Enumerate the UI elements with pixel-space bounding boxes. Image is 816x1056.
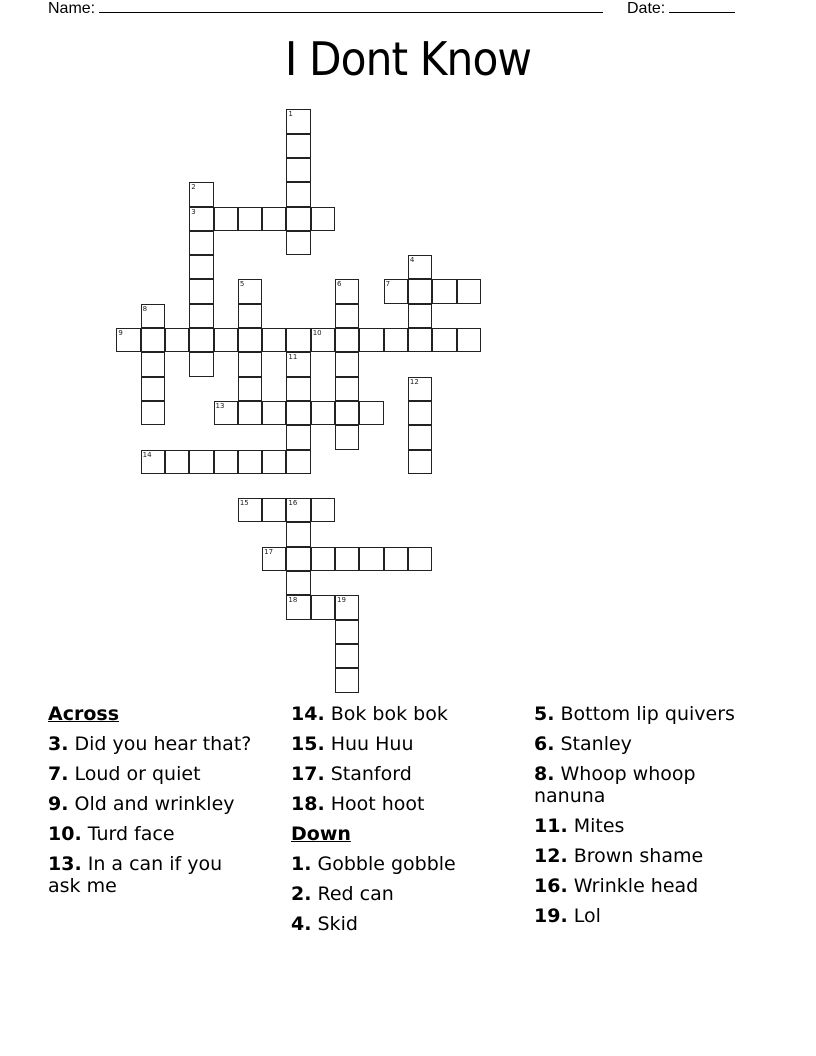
grid-cell[interactable] bbox=[189, 255, 213, 279]
grid-cell[interactable] bbox=[286, 158, 310, 182]
grid-cell[interactable] bbox=[359, 547, 383, 571]
clue-number: 14 bbox=[142, 450, 152, 459]
grid-cell[interactable] bbox=[262, 547, 286, 571]
grid-cell[interactable] bbox=[189, 304, 213, 328]
clue-number: 4 bbox=[409, 256, 415, 265]
grid-cell[interactable] bbox=[214, 401, 238, 425]
grid-cell[interactable] bbox=[214, 328, 238, 352]
grid-cell[interactable] bbox=[311, 498, 335, 522]
grid-cell[interactable] bbox=[286, 522, 310, 546]
clue-number: 6 bbox=[337, 280, 342, 289]
grid-cell[interactable] bbox=[432, 328, 456, 352]
grid-cell[interactable] bbox=[286, 352, 310, 376]
grid-cell[interactable] bbox=[335, 279, 359, 303]
grid-cell[interactable] bbox=[238, 207, 262, 231]
grid-cell[interactable] bbox=[408, 547, 432, 571]
grid-cell[interactable] bbox=[286, 571, 310, 595]
grid-cell[interactable] bbox=[335, 644, 359, 668]
grid-cell[interactable] bbox=[262, 328, 286, 352]
clue-number: 19 bbox=[337, 596, 346, 605]
clue-down-2: 2. Red can bbox=[291, 883, 394, 905]
grid-cell[interactable] bbox=[286, 450, 310, 474]
clue-number: 7 bbox=[385, 280, 391, 289]
grid-cell[interactable] bbox=[359, 328, 383, 352]
grid-cell[interactable] bbox=[238, 377, 262, 401]
grid-cell[interactable] bbox=[286, 595, 310, 619]
grid-cell[interactable] bbox=[214, 207, 238, 231]
across-heading: Across bbox=[48, 703, 120, 725]
clue-across-17: 17. Stanford bbox=[291, 763, 412, 785]
grid-cell[interactable] bbox=[384, 328, 408, 352]
clue-number: 8 bbox=[142, 304, 148, 313]
grid-cell[interactable] bbox=[238, 401, 262, 425]
clue-number: 18 bbox=[288, 596, 298, 605]
clue-across-14: 14. Bok bok bok bbox=[291, 703, 448, 725]
clue-down-6: 6. Stanley bbox=[534, 733, 632, 755]
grid-cell[interactable] bbox=[384, 279, 408, 303]
grid-cell[interactable] bbox=[189, 207, 213, 231]
grid-cell[interactable] bbox=[408, 401, 432, 425]
clue-across-15: 15. Huu Huu bbox=[291, 733, 414, 755]
grid-cell[interactable] bbox=[335, 328, 359, 352]
grid-cell[interactable] bbox=[165, 328, 189, 352]
grid-cell[interactable] bbox=[189, 182, 213, 206]
grid-cell[interactable] bbox=[286, 498, 310, 522]
grid-cell[interactable] bbox=[286, 328, 310, 352]
grid-cell[interactable] bbox=[189, 231, 213, 255]
clue-across-10: 10. Turd face bbox=[48, 823, 175, 845]
grid-cell[interactable] bbox=[335, 401, 359, 425]
grid-cell[interactable] bbox=[408, 450, 432, 474]
clue-down-1: 1. Gobble gobble bbox=[291, 853, 456, 875]
grid-cell[interactable] bbox=[286, 425, 310, 449]
grid-cell[interactable] bbox=[286, 377, 310, 401]
grid-cell[interactable] bbox=[141, 401, 165, 425]
clue-number: 13 bbox=[215, 401, 225, 410]
clue-number: 9 bbox=[118, 329, 123, 337]
grid-cell[interactable] bbox=[141, 304, 165, 328]
grid-cell[interactable] bbox=[189, 328, 213, 352]
grid-cell[interactable] bbox=[116, 328, 140, 352]
clues-column-2 bbox=[291, 703, 521, 943]
clue-number: 3 bbox=[191, 207, 196, 216]
clue-number: 15 bbox=[239, 499, 249, 508]
clues-column-3 bbox=[534, 703, 744, 935]
clue-down-4: 4. Skid bbox=[291, 913, 358, 935]
grid-cell[interactable] bbox=[165, 450, 189, 474]
grid-cell[interactable] bbox=[262, 498, 286, 522]
grid-cell[interactable] bbox=[214, 450, 238, 474]
clue-down-12: 12. Brown shame bbox=[534, 845, 704, 867]
grid-cell[interactable] bbox=[189, 279, 213, 303]
puzzle-title: I Dont Know bbox=[284, 32, 532, 86]
clue-across-3: 3. Did you hear that? bbox=[48, 733, 252, 755]
grid-cell[interactable] bbox=[238, 328, 262, 352]
grid-cell[interactable] bbox=[311, 547, 335, 571]
grid-cell[interactable] bbox=[311, 401, 335, 425]
grid-cell[interactable] bbox=[286, 134, 310, 158]
grid-cell[interactable] bbox=[141, 328, 165, 352]
grid-cell[interactable] bbox=[335, 352, 359, 376]
name-label: Name: bbox=[48, 0, 96, 17]
grid-cell[interactable] bbox=[359, 401, 383, 425]
grid-cell[interactable] bbox=[262, 450, 286, 474]
clue-number: 1 bbox=[288, 110, 293, 119]
grid-cell[interactable] bbox=[432, 279, 456, 303]
grid-cell[interactable] bbox=[335, 547, 359, 571]
date-label: Date: bbox=[627, 0, 666, 17]
grid-cell[interactable] bbox=[311, 328, 335, 352]
grid-cell[interactable] bbox=[238, 498, 262, 522]
grid-cell[interactable] bbox=[141, 352, 165, 376]
grid-cell[interactable] bbox=[408, 425, 432, 449]
grid-cell[interactable] bbox=[238, 279, 262, 303]
clue-number: 2 bbox=[191, 183, 196, 192]
grid-cell[interactable] bbox=[335, 377, 359, 401]
grid-cell[interactable] bbox=[335, 304, 359, 328]
clues-column-1 bbox=[48, 703, 253, 905]
clue-down-16: 16. Wrinkle head bbox=[534, 875, 699, 897]
clue-across-18: 18. Hoot hoot bbox=[291, 793, 425, 815]
grid-cell[interactable] bbox=[311, 595, 335, 619]
clue-down-11: 11. Mites bbox=[534, 815, 625, 837]
grid-cell[interactable] bbox=[311, 207, 335, 231]
clue-number: 17 bbox=[264, 547, 274, 556]
clue-down-8: 8. Whoop whoop nanuna bbox=[534, 763, 696, 807]
clue-across-7: 7. Loud or quiet bbox=[48, 763, 201, 785]
grid-cell[interactable] bbox=[335, 668, 359, 692]
clue-down-19: 19. Lol bbox=[534, 905, 601, 927]
clue-down-5: 5. Bottom lip quivers bbox=[534, 703, 735, 725]
grid-cell[interactable] bbox=[408, 279, 432, 303]
grid-cell[interactable] bbox=[335, 595, 359, 619]
grid-cell[interactable] bbox=[262, 401, 286, 425]
grid-cell[interactable] bbox=[408, 377, 432, 401]
grid-cell[interactable] bbox=[189, 352, 213, 376]
clue-number: 16 bbox=[288, 499, 298, 508]
clue-number: 10 bbox=[312, 329, 322, 337]
grid-cell[interactable] bbox=[408, 255, 432, 279]
grid-cell[interactable] bbox=[238, 450, 262, 474]
clue-number: 11 bbox=[288, 353, 298, 362]
grid-cell[interactable] bbox=[335, 425, 359, 449]
grid-cell[interactable] bbox=[141, 450, 165, 474]
grid-cell[interactable] bbox=[141, 377, 165, 401]
grid-cell[interactable] bbox=[408, 328, 432, 352]
grid-cell[interactable] bbox=[262, 207, 286, 231]
grid-cell[interactable] bbox=[384, 547, 408, 571]
grid-cell[interactable] bbox=[457, 328, 481, 352]
clue-across-9: 9. Old and wrinkley bbox=[48, 793, 235, 815]
grid-cell[interactable] bbox=[286, 182, 310, 206]
grid-cell[interactable] bbox=[286, 109, 310, 133]
grid-cell[interactable] bbox=[335, 620, 359, 644]
grid-cell[interactable] bbox=[286, 401, 310, 425]
grid-cell[interactable] bbox=[408, 304, 432, 328]
grid-cell[interactable] bbox=[189, 450, 213, 474]
grid-cell[interactable] bbox=[286, 231, 310, 255]
grid-cell[interactable] bbox=[238, 352, 262, 376]
grid-cell[interactable] bbox=[238, 304, 262, 328]
down-heading: Down bbox=[291, 823, 351, 845]
clue-across-13: 13. In a can if you ask me bbox=[48, 853, 223, 897]
clue-number: 12 bbox=[409, 377, 419, 386]
grid-cell[interactable] bbox=[286, 547, 310, 571]
grid-cell[interactable] bbox=[286, 207, 310, 231]
grid-cell[interactable] bbox=[457, 279, 481, 303]
clue-number: 5 bbox=[239, 280, 245, 289]
